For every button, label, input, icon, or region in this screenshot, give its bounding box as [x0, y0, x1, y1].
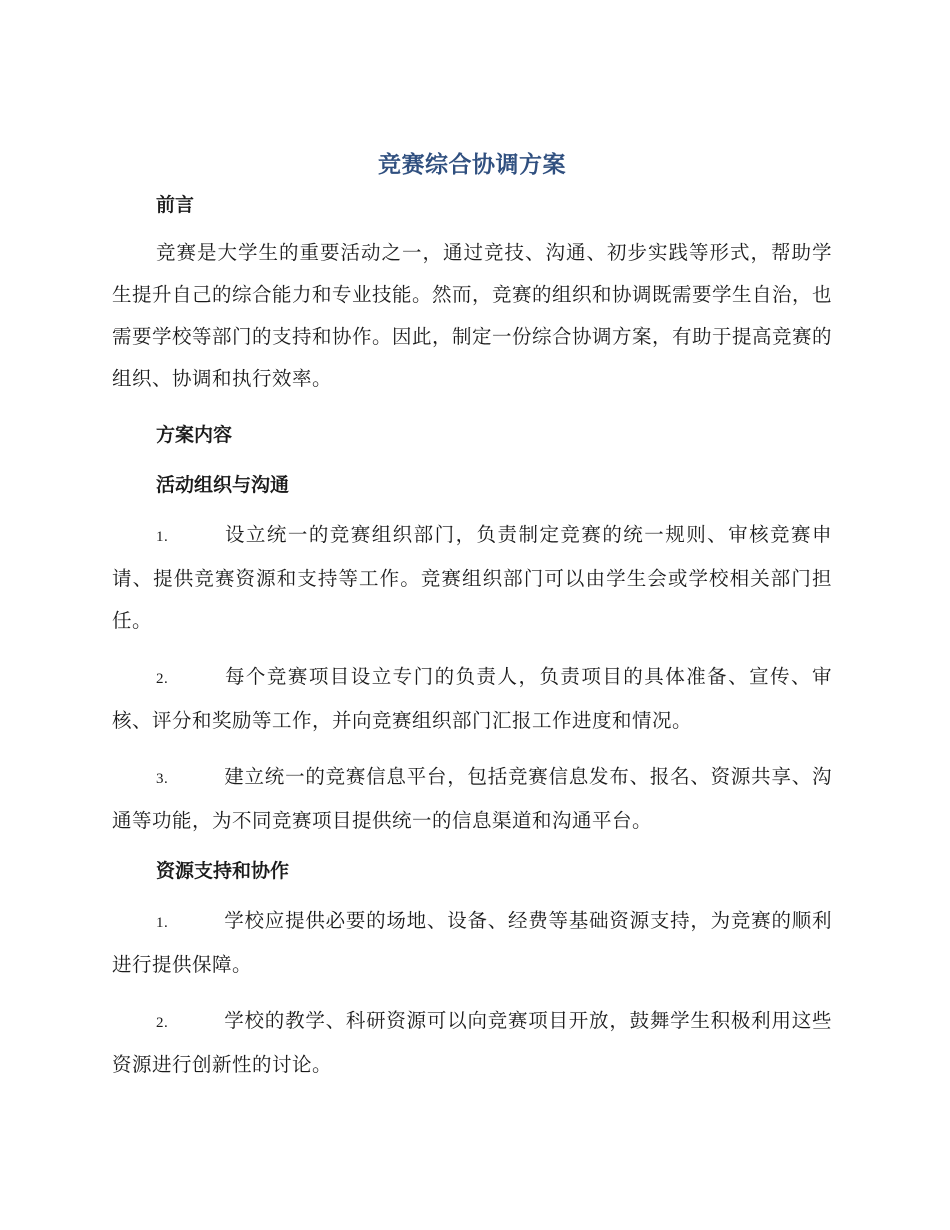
- list-item: [112, 756, 832, 842]
- list-number: 1.: [156, 529, 169, 545]
- list-number: 2.: [156, 671, 169, 687]
- list-item: [112, 1000, 832, 1086]
- heading-organization: 活动组织与沟通: [156, 474, 290, 496]
- list-number: 3.: [156, 771, 169, 787]
- list-text: 学校的教学、科研资源可以向竞赛项目开放，鼓舞学生积极利用这些资源进行创新性的讨论。: [112, 1009, 832, 1076]
- list-number: 1.: [156, 915, 169, 931]
- list-item: [112, 514, 832, 642]
- list-text: 学校应提供必要的场地、设备、经费等基础资源支持，为竞赛的顺利进行提供保障。: [112, 909, 832, 976]
- list-number: 2.: [156, 1015, 169, 1031]
- list-text: 设立统一的竞赛组织部门，负责制定竞赛的统一规则、审核竞赛申请、提供竞赛资源和支持等工作。竞赛组织部门可以由学生会或学校相关部门担任。: [112, 523, 832, 632]
- heading-content: 方案内容: [156, 424, 233, 446]
- document-title: 竞赛综合协调方案: [378, 152, 566, 178]
- list-text: 建立统一的竞赛信息平台，包括竞赛信息发布、报名、资源共享、沟通等功能，为不同竞赛项目提供统一的信息渠道和沟通平台。: [112, 765, 832, 832]
- list-text: 每个竞赛项目设立专门的负责人，负责项目的具体准备、宣传、审核、评分和奖励等工作，并向竞赛组织部门汇报工作进度和情况。: [112, 665, 832, 732]
- list-item: [112, 656, 832, 742]
- heading-preface: 前言: [156, 194, 195, 216]
- preface-paragraph: 竞赛是大学生的重要活动之一，通过竞技、沟通、初步实践等形式，帮助学生提升自己的综合能力和专业技能。然而，竞赛的组织和协调既需要学生自治，也需要学校等部门的支持和协作。因此，制定一份综合协调方案，有助于提高竞赛的组织、协调和执行效率。: [112, 241, 833, 390]
- heading-resources: 资源支持和协作: [156, 860, 290, 882]
- document-page: [112, 148, 832, 1086]
- list-item: [112, 900, 832, 986]
